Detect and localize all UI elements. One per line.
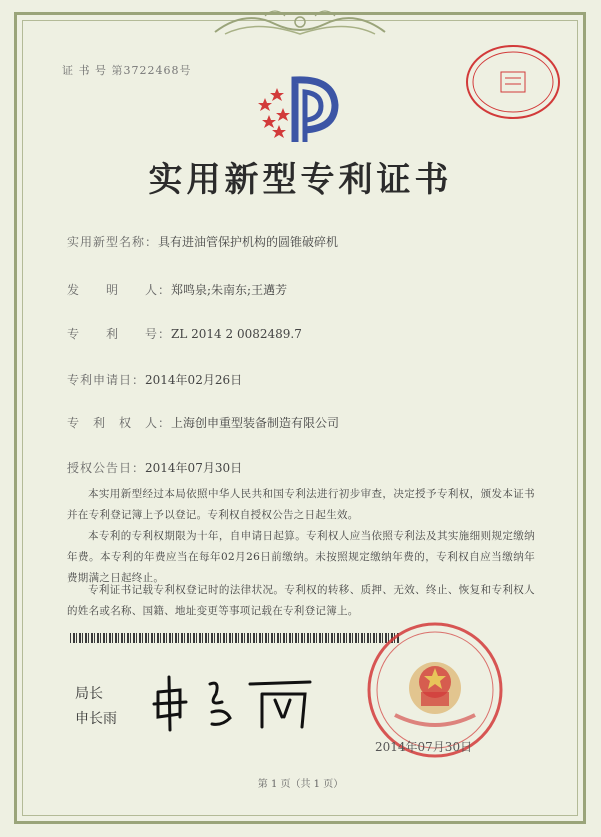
field-application-date [67, 371, 242, 388]
cipo-logo-icon [255, 70, 345, 150]
field-patent-number [67, 325, 302, 342]
paragraph-term: 本专利的专利权期限为十年，自申请日起算。专利权人应当依照专利法及其实施细则规定缴纳年费。本专利的年费应当在每年02月26日前缴纳。未按照规定缴纳年费的，专利权自应当缴纳年费期满之日起终止。 [67, 530, 535, 584]
page-footer: 第 1 页（共 1 页） [257, 779, 344, 790]
field-inventors [67, 281, 287, 298]
field-grant-date [67, 459, 242, 476]
certificate-number-label: 证 书 号 [62, 64, 107, 77]
certificate-number-value: 第3722468号 [111, 64, 192, 77]
field-utility-model-name [67, 233, 338, 250]
field-label: 发 明 人： [67, 283, 172, 297]
field-label: 授权公告日： [67, 461, 146, 475]
paragraph-grant: 本实用新型经过本局依照中华人民共和国专利法进行初步审查，决定授予专利权，颁发本证书并在专利登记簿上予以登记。专利权自授权公告之日起生效。 [67, 488, 535, 521]
field-patentee [67, 414, 339, 431]
field-value: 上海创申重型装备制造有限公司 [171, 416, 340, 430]
field-label: 专利申请日： [67, 373, 146, 387]
field-value: 2014年02月26日 [145, 373, 243, 387]
signatory-title: 局长 [75, 686, 103, 702]
certificate-number [62, 62, 192, 78]
seal-date: 2014年07月30日 [375, 740, 473, 754]
barcode [70, 633, 400, 643]
field-value: 郑鸣泉;朱南东;王邁芳 [171, 283, 288, 297]
agency-seal-icon [463, 42, 563, 122]
handwritten-signature [150, 672, 320, 732]
field-label: 实用新型名称： [67, 235, 159, 249]
field-label: 专 利 权 人： [67, 416, 172, 430]
top-ornament-icon [205, 4, 395, 44]
field-label: 专 利 号： [67, 327, 172, 341]
field-value: 2014年07月30日 [145, 461, 243, 475]
document-title: 实用新型专利证书 [148, 160, 453, 200]
field-value: 具有进油管保护机构的圆锥破碎机 [158, 235, 339, 249]
signatory-name: 申长雨 [75, 711, 117, 727]
field-value: ZL 2014 2 0082489.7 [171, 327, 302, 341]
paragraph-legal-status: 专利证书记载专利权登记时的法律状况。专利权的转移、质押、无效、终止、恢复和专利权人的姓名或名称、国籍、地址变更等事项记载在专利登记簿上。 [67, 584, 535, 617]
